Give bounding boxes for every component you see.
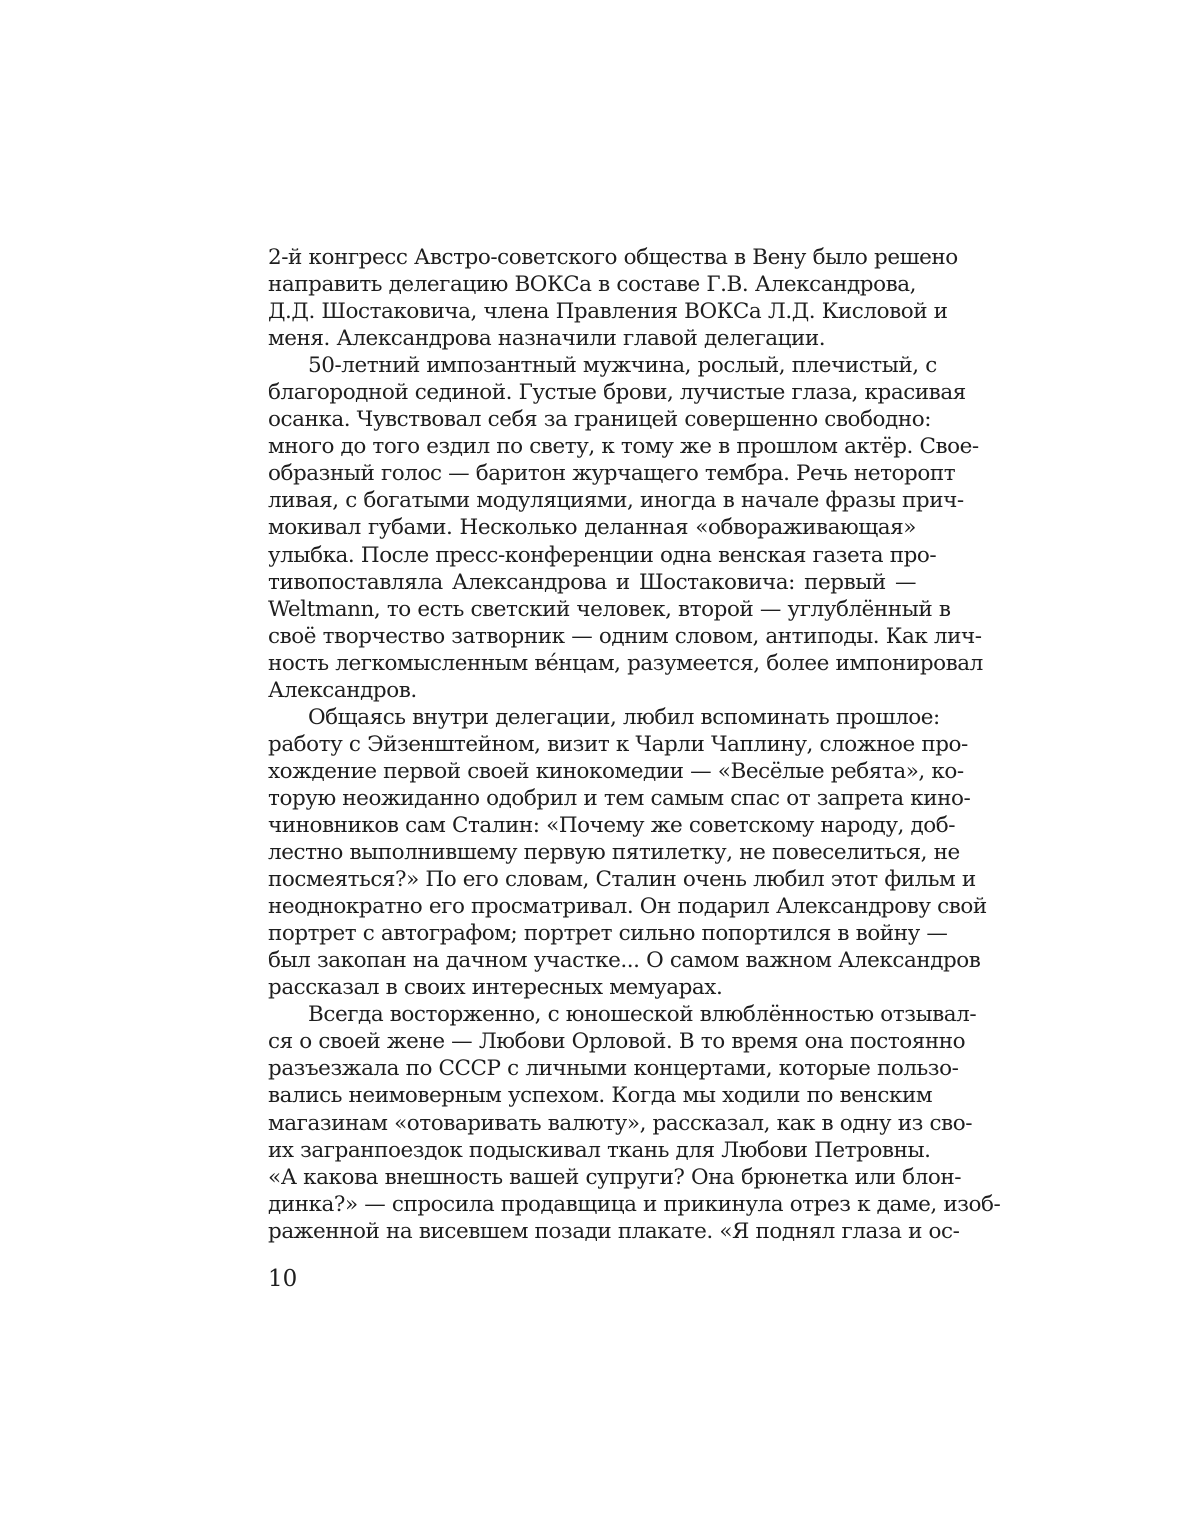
- text-line: торую неожиданно одобрил и тем самым спас от запрета кино-: [268, 785, 971, 811]
- paragraph-3: [268, 704, 987, 1002]
- text-line: посмеяться?» По его словам, Сталин очень любил этот фильм и: [268, 867, 976, 893]
- text-line: ливая, с богатыми модуляциями, иногда в начале фразы прич-: [268, 488, 964, 514]
- text-line: улыбка. После пресс-конференции одна венская газета про-: [268, 542, 937, 568]
- text-line: меня. Александрова назначили главой делегации.: [268, 326, 826, 352]
- text-line: благородной сединой. Густые брови, лучистые глаза, красивая: [268, 380, 966, 406]
- paragraph-1: [268, 244, 958, 352]
- text-line: ность легкомысленным вéнцам, разумеется, более импонировал: [268, 650, 983, 676]
- text-line: своё творчество затворник — одним словом, антиподы. Как лич-: [268, 623, 982, 649]
- text-line: осанка. Чувствовал себя за границей совершенно свободно:: [268, 407, 931, 433]
- paragraph-2: [268, 352, 983, 704]
- text-line: 50-летний импозантный мужчина, рослый, плечистый, с: [308, 353, 937, 379]
- text-line: был закопан на дачном участке... О самом важном Александров: [268, 948, 981, 974]
- text-line: направить делегацию ВОКСа в составе Г.В. Александрова,: [268, 272, 916, 298]
- text-line: 2-й конгресс Австро-советского общества в Вену было решено: [268, 245, 958, 270]
- text-line: работу с Эйзенштейном, визит к Чарли Чаплину, сложное про-: [268, 731, 968, 757]
- text-line: рассказал в своих интересных мемуарах.: [268, 975, 723, 1001]
- text-line: «А какова внешность вашей супруги? Она брюнетка или блон-: [268, 1164, 962, 1190]
- text-line: Александров.: [268, 677, 417, 703]
- text-line: раженной на висевшем позади плакате. «Я поднял глаза и ос-: [268, 1218, 960, 1244]
- text-line: чиновников сам Сталин: «Почему же советскому народу, доб-: [268, 812, 956, 838]
- text-line: их загранпоездок подыскивал ткань для Любови Петровны.: [268, 1137, 931, 1163]
- text-line: неоднократно его просматривал. Он подарил Александрову свой: [268, 894, 987, 920]
- text-line: ся о своей жене — Любови Орловой. В то время она постоянно: [268, 1029, 966, 1055]
- text-line: Всегда восторженно, с юношеской влюблённостью отзывал-: [308, 1002, 977, 1028]
- text-line: Общаясь внутри делегации, любил вспоминать прошлое:: [308, 704, 940, 730]
- text-line: портрет с автографом; портрет сильно попортился в войну —: [268, 921, 948, 947]
- text-line: хождение первой своей кинокомедии — «Весёлые ребята», ко-: [268, 758, 964, 784]
- text-line: разъезжала по СССР с личными концертами, которые пользо-: [268, 1056, 959, 1082]
- text-line: лестно выполнившему первую пятилетку, не повеселиться, не: [268, 840, 960, 866]
- body-text: [268, 244, 1001, 1245]
- text-line: мокивал губами. Несколько деланная «обвораживающая»: [268, 515, 916, 541]
- page-number: 10: [268, 1266, 298, 1292]
- text-line: вались неимоверным успехом. Когда мы ходили по венским: [268, 1083, 933, 1109]
- paragraph-4: [268, 1001, 1001, 1244]
- text-line: образный голос — баритон журчащего тембра. Речь неторопт: [268, 461, 956, 487]
- text-line: динка?» — спросила продавщица и прикинула отрез к даме, изоб-: [268, 1191, 1001, 1217]
- text-line: Weltmann, то есть светский человек, второй — углублённый в: [268, 596, 951, 622]
- text-line: Д.Д. Шостаковича, члена Правления ВОКСа Л.Д. Кисловой и: [268, 299, 948, 325]
- text-line: много до того ездил по свету, к тому же в прошлом актёр. Свое-: [268, 434, 979, 460]
- text-line: магазинам «отоваривать валюту», рассказал, как в одну из сво-: [268, 1110, 973, 1136]
- text-line: тивопоставляла Александрова и Шостаковича: первый —: [268, 569, 916, 595]
